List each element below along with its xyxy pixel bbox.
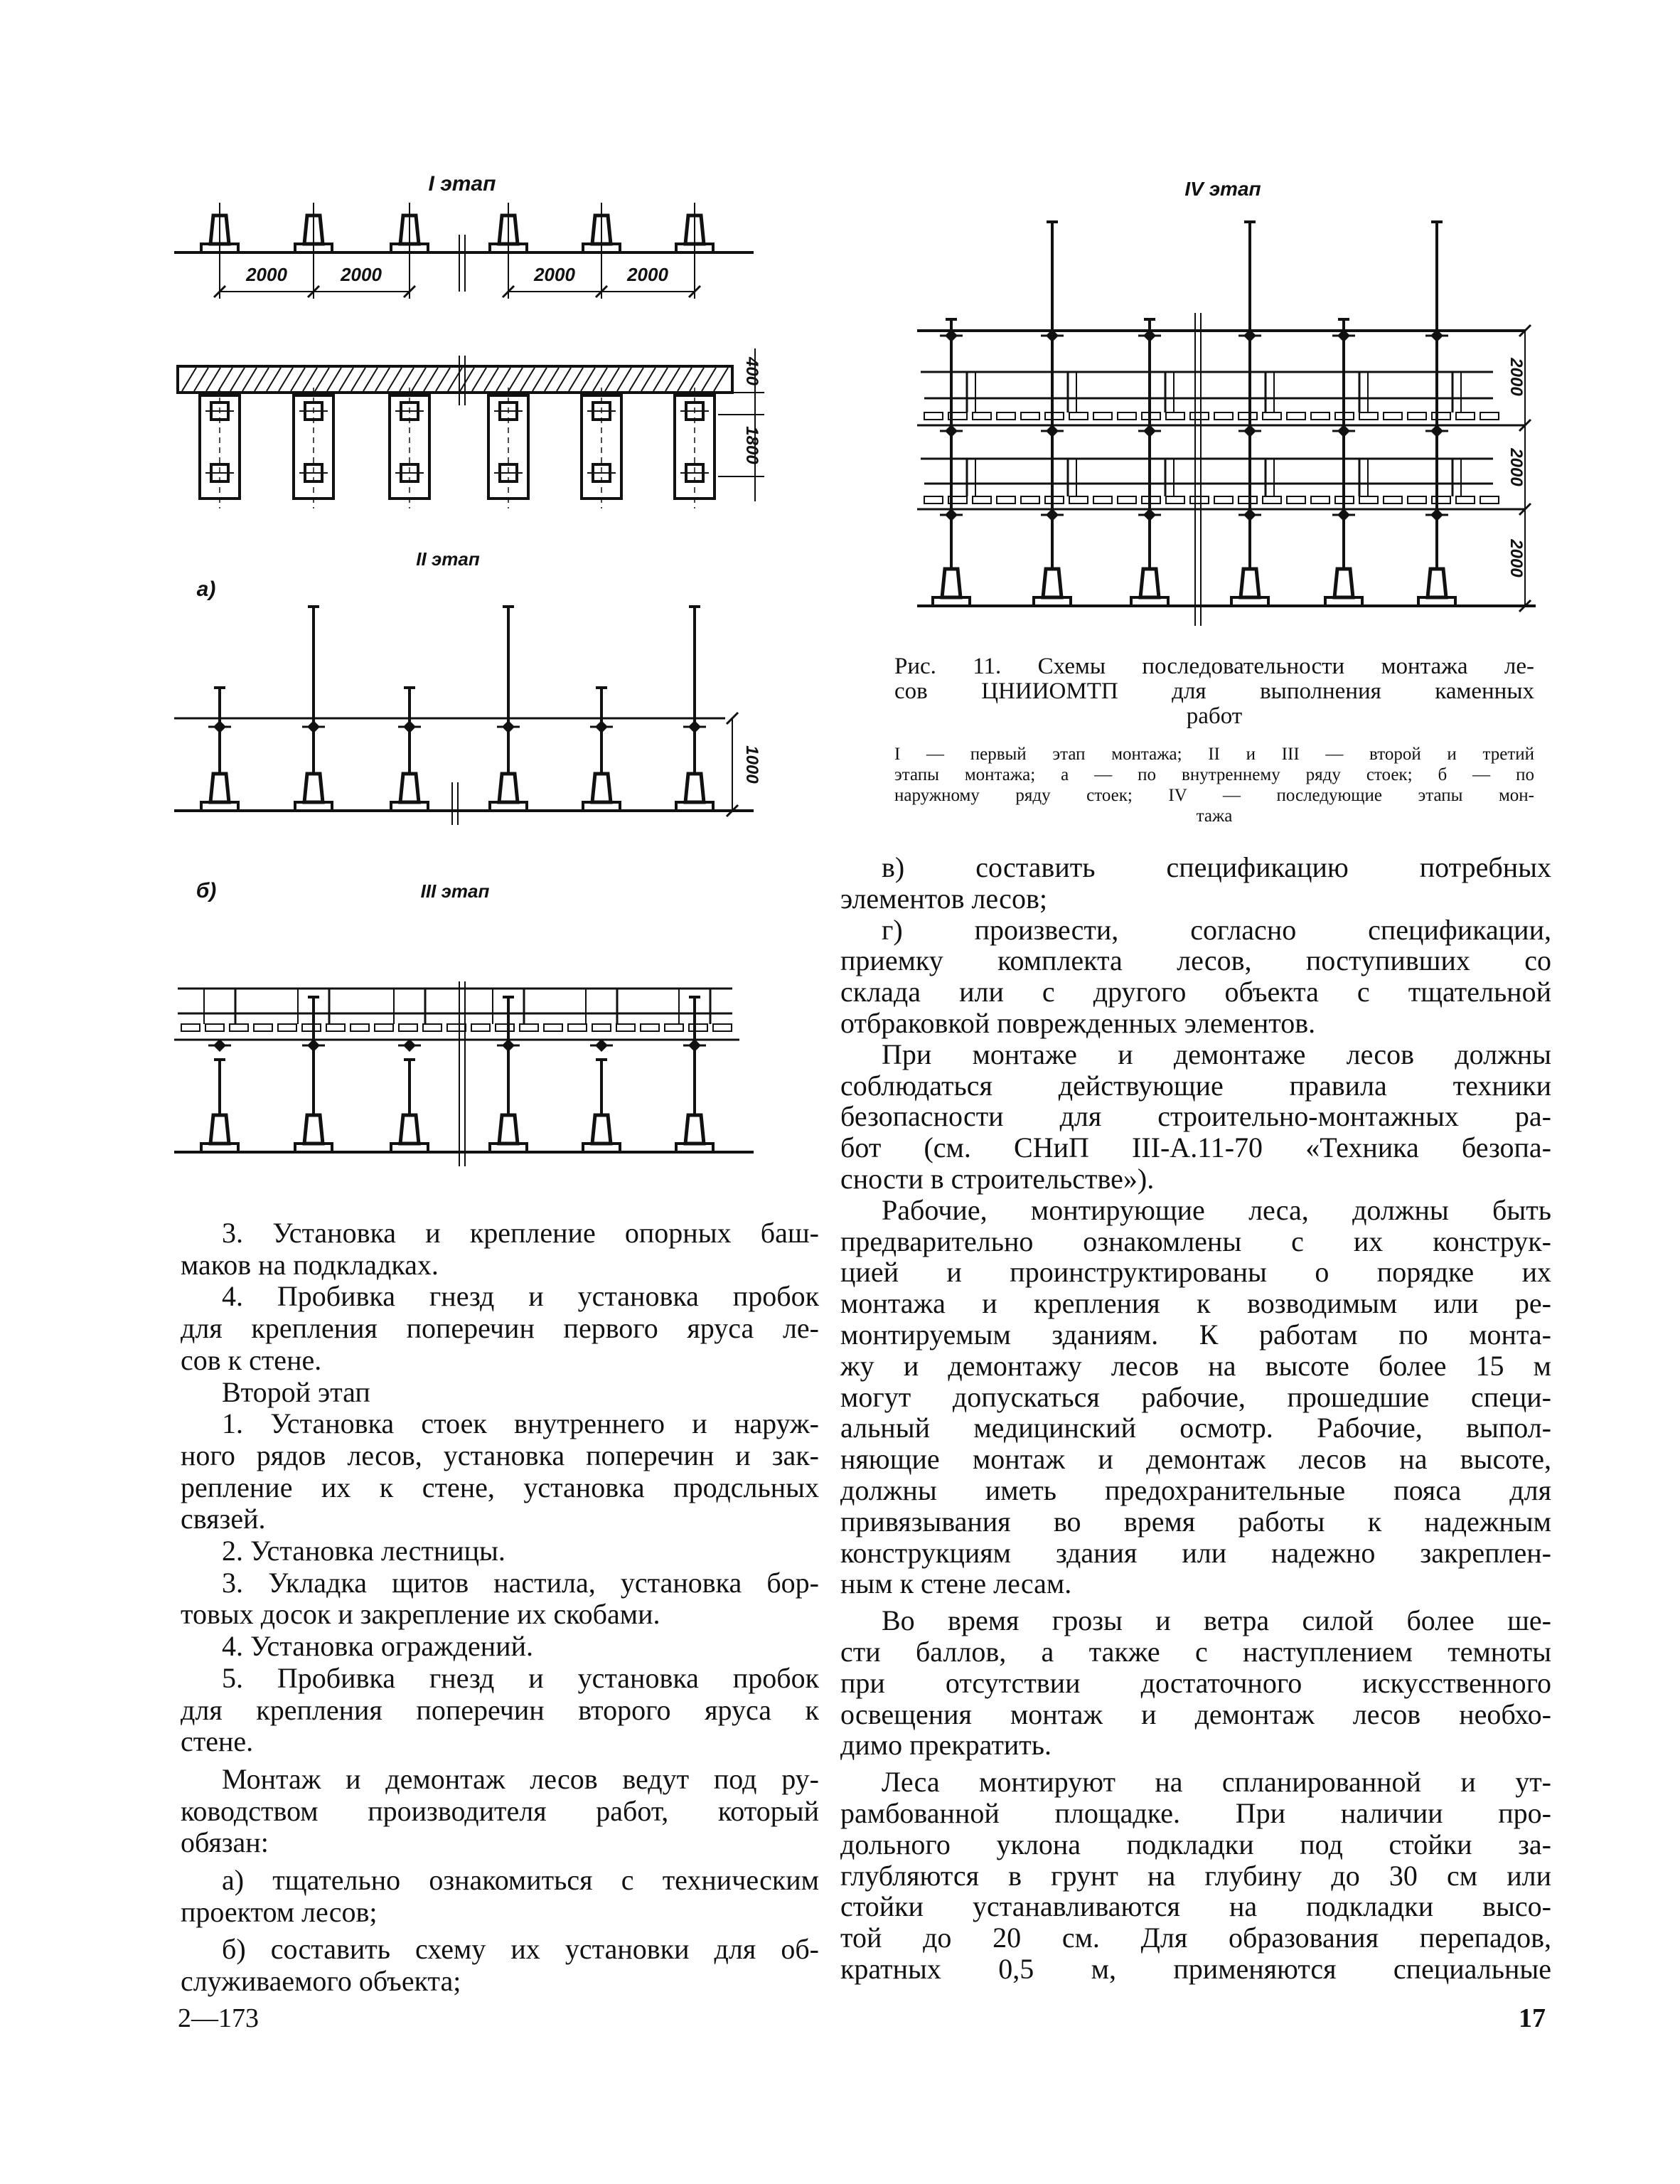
hatch-line [255,368,269,391]
deck-plank [423,1024,442,1031]
deck-plank [1480,496,1499,504]
shoe-body [400,774,419,802]
hatch-line [291,368,305,391]
deck-plank [302,1024,321,1031]
text-line: глубляются в грунт на глубину до 30 см или [840,1859,1551,1892]
text-line: могут допускаться рабочие, прошедшие специ- [840,1380,1551,1413]
stage-label: II этап [416,548,480,570]
text-line: монтируемым зданиям. К работам по монта- [840,1318,1551,1351]
hatch-line [351,368,365,391]
text-line: а) тщательно ознакомиться с техническим [222,1864,819,1897]
deck-plank [1069,412,1088,420]
hatch-line [363,368,378,391]
dimension-label: 1000 [742,745,761,784]
text-line: Во время грозы и ветра силой более ше- [882,1604,1551,1637]
text-line: конструкциям здания или надежно закреплен- [840,1536,1551,1569]
hatch-line [484,368,498,391]
text-line: 3. Укладка щитов настила, установка бор- [222,1566,819,1599]
paragraph [840,1767,1551,1985]
shoe-body [304,1115,323,1144]
paragraph [181,1567,819,1631]
shoe-body [499,1115,518,1144]
hatch-line [581,368,595,391]
hatch-line [206,368,220,391]
shoe-body [210,774,229,802]
text-line: привязывания во время работы к надежным [840,1505,1551,1538]
deck-plank [997,412,1015,420]
paragraph [181,1663,819,1758]
deck-plank [1408,412,1426,420]
text-line: няющие монтаж и демонтаж лесов на высоте, [840,1443,1551,1476]
text-line: б) составить схему их установки для об- [222,1933,819,1966]
text-line: 3. Установка и крепление опорных баш- [222,1217,819,1249]
hatch-line [665,368,680,391]
deck-plank [641,1024,659,1031]
deck-plank [1263,496,1281,504]
hatch-line [653,368,668,391]
shoe-body [592,1115,611,1144]
shoe-body [210,1115,229,1144]
deck-plank [205,1024,224,1031]
text-line: ным к стене лесам. [840,1567,1072,1600]
hatch-line [545,368,559,391]
hatch-line [690,368,704,391]
deck-plank [1166,496,1184,504]
hatch-line [508,368,523,391]
text-line: отбраковкой поврежденных элементов. [840,1006,1316,1039]
dimension-label: 2000 [1507,358,1526,396]
text-line: освещения монтаж и демонтаж лесов необхо- [840,1698,1551,1730]
hatch-line [279,368,293,391]
footer-signature: 2—173 [178,2003,259,2033]
paragraph [840,915,1551,1039]
hatch-line [327,368,341,391]
deck-plank [924,496,943,504]
text-line: в) составить спецификацию потребных [882,851,1551,883]
text-line: 4. Установка ограждений. [222,1630,533,1663]
hatch-line [472,368,486,391]
legend-line: I — первый этап монтажа; II и III — второй и третий [894,745,1534,764]
text-line: стене. [181,1725,254,1758]
deck-plank [230,1024,248,1031]
dimension-label: 2000 [534,264,575,285]
deck-plank [1045,496,1064,504]
caption-line: работ [1186,703,1243,729]
text-line: стойки устанавливаются на подкладки высо- [840,1890,1551,1923]
text-line: ководством производителя работ, который [181,1794,819,1827]
text-line: кратных 0,5 м, применяются специальные [840,1952,1551,1985]
deck-plank [496,1024,514,1031]
variant-label: б) [196,879,217,902]
text-line: рамбованной площадке. При наличии про- [840,1796,1551,1829]
text-line: г) произвести, согласно спецификации, [882,913,1551,946]
text-line: бот (см. СНиП III-А.11-70 «Техника безопа- [840,1131,1551,1164]
deck-plank [1432,496,1450,504]
paragraph [181,1865,819,1928]
text-line: дольного уклона подкладки под стойки за- [840,1828,1551,1860]
text-line: 4. Пробивка гнезд и установка пробок [222,1280,819,1313]
hatch-line [303,368,317,391]
dimension-label: 2000 [246,264,287,285]
text-line: сности в строительстве»). [840,1162,1155,1195]
dimension-label: 400 [742,356,761,386]
deck-plank [665,1024,683,1031]
deck-plank [1456,496,1475,504]
text-line: сти баллов, а также с наступлением темноты [840,1635,1551,1668]
text-line: димо прекратить. [840,1729,1052,1762]
deck-plank [1456,412,1475,420]
paragraph [181,1764,819,1859]
text-line: товых досок и закрепление их скобами. [181,1598,660,1631]
dimension-label: 2000 [1507,448,1526,486]
deck-plank [326,1024,345,1031]
legend-line: этапы монтажа; а — по внутреннему ряду стоек; б — по [894,765,1534,784]
deck-plank [973,496,991,504]
deck-plank [1359,412,1378,420]
text-line: элементов лесов; [840,882,1047,915]
variant-label: а) [196,577,216,601]
text-line: той до 20 см. Для образования перепадов, [840,1922,1551,1954]
shoe-body [1241,569,1259,597]
hatch-line [557,368,571,391]
caption-line: Рис. 11. Схемы последовательности монтажа ле- [894,654,1534,679]
hatch-line [218,368,232,391]
deck-plank [1287,496,1305,504]
dimension-label: 1800 [742,426,761,464]
hatch-line [678,368,692,391]
shoe-body [1334,569,1353,597]
text-line: должны иметь предохранительные пояса для [840,1474,1551,1506]
text-line: жу и демонтажу лесов на высоте более 15 м [840,1349,1551,1382]
paragraph [181,1218,819,1281]
shoe-body [685,1115,704,1144]
text-line: при отсутствии достаточного искусственного [840,1666,1551,1699]
paragraph [181,1281,819,1376]
deck-plank [471,1024,490,1031]
deck-plank [1214,412,1233,420]
text-line: монтажа и крепления к возводимым или ре- [840,1287,1551,1320]
hatch-line [436,368,450,391]
shoe-body [499,774,518,802]
dimension-label: 2000 [627,264,668,285]
text-line: склада или с другого объекта с тщательной [840,976,1551,1008]
deck-plank [544,1024,562,1031]
text-line: Монтаж и демонтаж лесов ведут под ру- [222,1762,819,1795]
deck-plank [1045,412,1064,420]
text-line: связей. [181,1503,266,1535]
hatch-line [569,368,583,391]
deck-plank [689,1024,707,1031]
deck-plank [1238,496,1257,504]
text-line: При монтаже и демонтаже лесов должны [882,1038,1551,1070]
deck-plank [1093,496,1112,504]
deck-plank [1287,412,1305,420]
deck-plank [1311,496,1329,504]
hatch-line [460,368,474,391]
deck-plank [1166,412,1184,420]
deck-plank [924,412,943,420]
deck-plank [254,1024,272,1031]
text-line: 2. Установка лестницы. [222,1535,505,1567]
hatch-line [714,368,728,391]
deck-plank [997,496,1015,504]
text-line: обязан: [181,1826,269,1859]
shoe-body [304,774,323,802]
hatch-line [400,368,414,391]
deck-plank [1021,496,1039,504]
hatch-line [267,368,281,391]
left-text-column [181,1218,819,1998]
deck-plank [1384,412,1402,420]
stage-label: III этап [420,880,490,902]
right-text-column [840,852,1551,1985]
deck-plank [1432,412,1450,420]
hatch-line [339,368,353,391]
deck-plank [1359,496,1378,504]
deck-plank [1093,412,1112,420]
text-line: цией и проинструктированы о порядке их [840,1256,1551,1289]
text-line: Рабочие, монтирующие леса, должны быть [882,1193,1551,1226]
paragraph [840,852,1551,915]
paragraph [181,1408,819,1535]
text-line: 5. Пробивка гнезд и установка пробок [222,1661,819,1694]
deck-plank [399,1024,417,1031]
caption-line: сов ЦНИИОМТП для выполнения каменных [894,678,1534,704]
deck-plank [1021,412,1039,420]
deck-plank [1118,496,1136,504]
paragraph [181,1631,819,1663]
text-line: проектом лесов; [181,1895,378,1928]
shoe-body [1140,569,1159,597]
deck-plank [351,1024,369,1031]
text-line: маков на подкладках. [181,1248,439,1281]
hatch-line [641,368,656,391]
shoe-body [400,1115,419,1144]
deck-plank [1311,412,1329,420]
text-line: для крепления поперечин первого яруса ле- [181,1312,819,1345]
text-line: безопасности для строительно-монтажных ра- [840,1100,1551,1133]
text-line: предварительно ознакомлены с их конструк- [840,1225,1551,1257]
legend-line: наружному ряду стоек; IV — последующие этапы мон- [894,786,1534,805]
figure-caption-title [894,654,1534,729]
deck-plank [616,1024,635,1031]
paragraph [181,1377,819,1409]
deck-plank [568,1024,587,1031]
text-line: репление их к стене, установка продсльных [181,1471,819,1503]
deck-plank [375,1024,393,1031]
hatch-line [387,368,402,391]
deck-plank [520,1024,538,1031]
hatch-line [424,368,438,391]
page-number: 17 [1519,2003,1546,2033]
hatch-line [242,368,257,391]
text-line: приемку комплекта лесов, поступивших со [840,944,1551,977]
dimension-label: 2000 [341,264,382,285]
hatch-line [194,368,208,391]
shoe-body [592,774,611,802]
hatch-line [412,368,426,391]
text-line: альный медицинский осмотр. Рабочие, выпол- [840,1412,1551,1444]
hatch-line [375,368,390,391]
deck-plank [447,1024,466,1031]
deck-plank [1214,496,1233,504]
deck-plank [713,1024,732,1031]
text-line: сов к стене. [181,1343,322,1376]
deck-plank [1408,496,1426,504]
deck-plank [1480,412,1499,420]
hatch-line [605,368,619,391]
hatch-line [702,368,716,391]
hatch-line [182,368,196,391]
shoe-body [942,569,961,597]
stage-label: I этап [428,172,496,196]
deck-plank [1190,412,1209,420]
paragraph [181,1934,819,1997]
paragraph [840,1195,1551,1599]
hatch-line [593,368,607,391]
paragraph [840,1605,1551,1761]
dimension-label: 2000 [1507,539,1526,577]
text-line: ного рядов лесов, установка поперечин и зак- [181,1439,819,1471]
deck-plank [1238,412,1257,420]
deck-plank [1069,496,1088,504]
shoe-body [1043,569,1061,597]
text-line: Леса монтируют на спланированной и ут- [882,1766,1551,1799]
deck-plank [1263,412,1281,420]
hatch-line [520,368,535,391]
text-line: соблюдаться действующие правила техники [840,1069,1551,1102]
deck-plank [1384,496,1402,504]
hatch-line [315,368,329,391]
shoe-body [685,774,704,802]
hatch-line [230,368,245,391]
hatch-line [533,368,547,391]
text-line: Второй этап [222,1375,370,1408]
legend-line: тажа [1196,806,1233,826]
deck-plank [1118,412,1136,420]
hatch-line [617,368,631,391]
shoe-body [1428,569,1446,597]
text-line: служиваемого объекта; [181,1965,461,1998]
deck-plank [973,412,991,420]
text-line: 1. Установка стоек внутреннего и наруж- [222,1407,819,1440]
deck-plank [181,1024,200,1031]
deck-plank [1190,496,1209,504]
figure-caption-legend [894,744,1534,826]
deck-plank [278,1024,296,1031]
paragraph [181,1535,819,1567]
deck-plank [592,1024,611,1031]
text-line: для крепления поперечин второго яруса к [181,1693,819,1726]
paragraph [840,1039,1551,1195]
hatch-line [629,368,643,391]
stage-label: IV этап [1184,178,1261,200]
